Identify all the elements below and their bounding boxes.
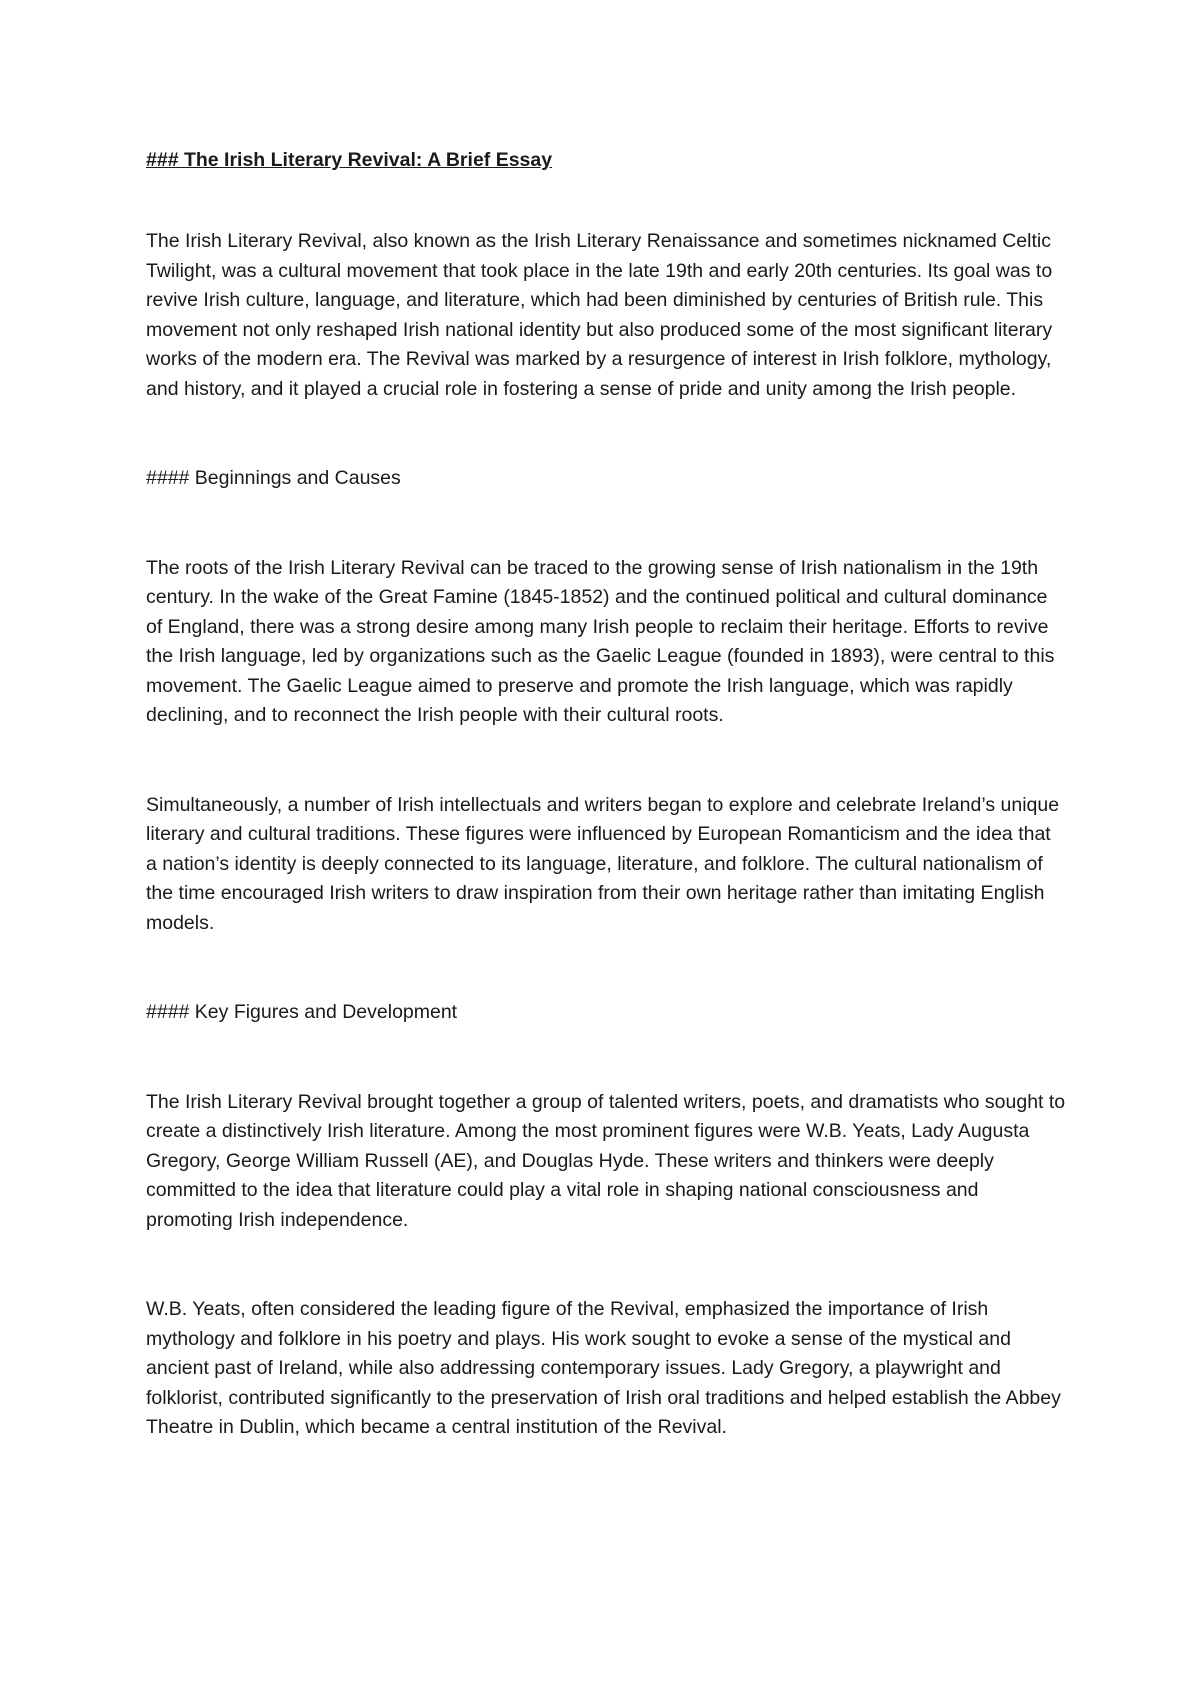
heading-beginnings-and-causes: #### Beginnings and Causes [146, 467, 401, 489]
beginnings-paragraph-1: The roots of the Irish Literary Revival can be traced to the growing sense of Irish nationalism in the 19th century. In the wake of the Great Famine (1845-1852) and the continued political and cultural dominance of England, there was a strong desire among many Irish people to reclaim their heritage. Efforts to revive the Irish language, led by organizations such as the Gaelic League (founded in 1893), were central to this movement. The Gaelic League aimed to preserve and promote the Irish language, which was rapidly declining, and to reconnect the Irish people with their cultural roots. [146, 556, 1055, 726]
beginnings-paragraph-2: Simultaneously, a number of Irish intellectuals and writers began to explore and celebrate Ireland’s unique literary and cultural traditions. These figures were influenced by European Romanticism and the idea that a nation’s identity is deeply connected to its language, literature, and folklore. The cultural nationalism of the time encouraged Irish writers to draw inspiration from their own heritage rather than imitating English models. [146, 793, 1060, 934]
heading-key-figures-and-development: #### Key Figures and Development [146, 1001, 458, 1023]
figures-paragraph-1: The Irish Literary Revival brought together a group of talented writers, poets, and dramatists who sought to create a distinctively Irish literature. Among the most prominent figures were W.B. Yeats, Lady Augusta Gregory, George William Russell (AE), and Douglas Hyde. These writers and thinkers were deeply committed to the idea that literature could play a vital role in shaping national consciousness and promoting Irish independence. [146, 1090, 1066, 1231]
essay-title: ### The Irish Literary Revival: A Brief Essay [146, 149, 553, 171]
intro-paragraph: The Irish Literary Revival, also known as the Irish Literary Renaissance and sometimes nicknamed Celtic Twilight, was a cultural movement that took place in the late 19th and early 20th centuries. Its goal was to revive Irish culture, language, and literature, which had been diminished by centuries of British rule. This movement not only reshaped Irish national identity but also produced some of the most significant literary works of the modern era. The Revival was marked by a resurgence of interest in Irish folklore, mythology, and history, and it played a crucial role in fostering a sense of pride and unity among the Irish people. [146, 230, 1053, 400]
figures-paragraph-2: W.B. Yeats, often considered the leading figure of the Revival, emphasized the importance of Irish mythology and folklore in his poetry and plays. His work sought to evoke a sense of the mystical and ancient past of Ireland, while also addressing contemporary issues. Lady Gregory, a playwright and folklorist, contributed significantly to the preservation of Irish oral traditions and helped establish the Abbey Theatre in Dublin, which became a central institution of the Revival. [146, 1298, 1061, 1438]
document-body [146, 146, 1066, 1503]
